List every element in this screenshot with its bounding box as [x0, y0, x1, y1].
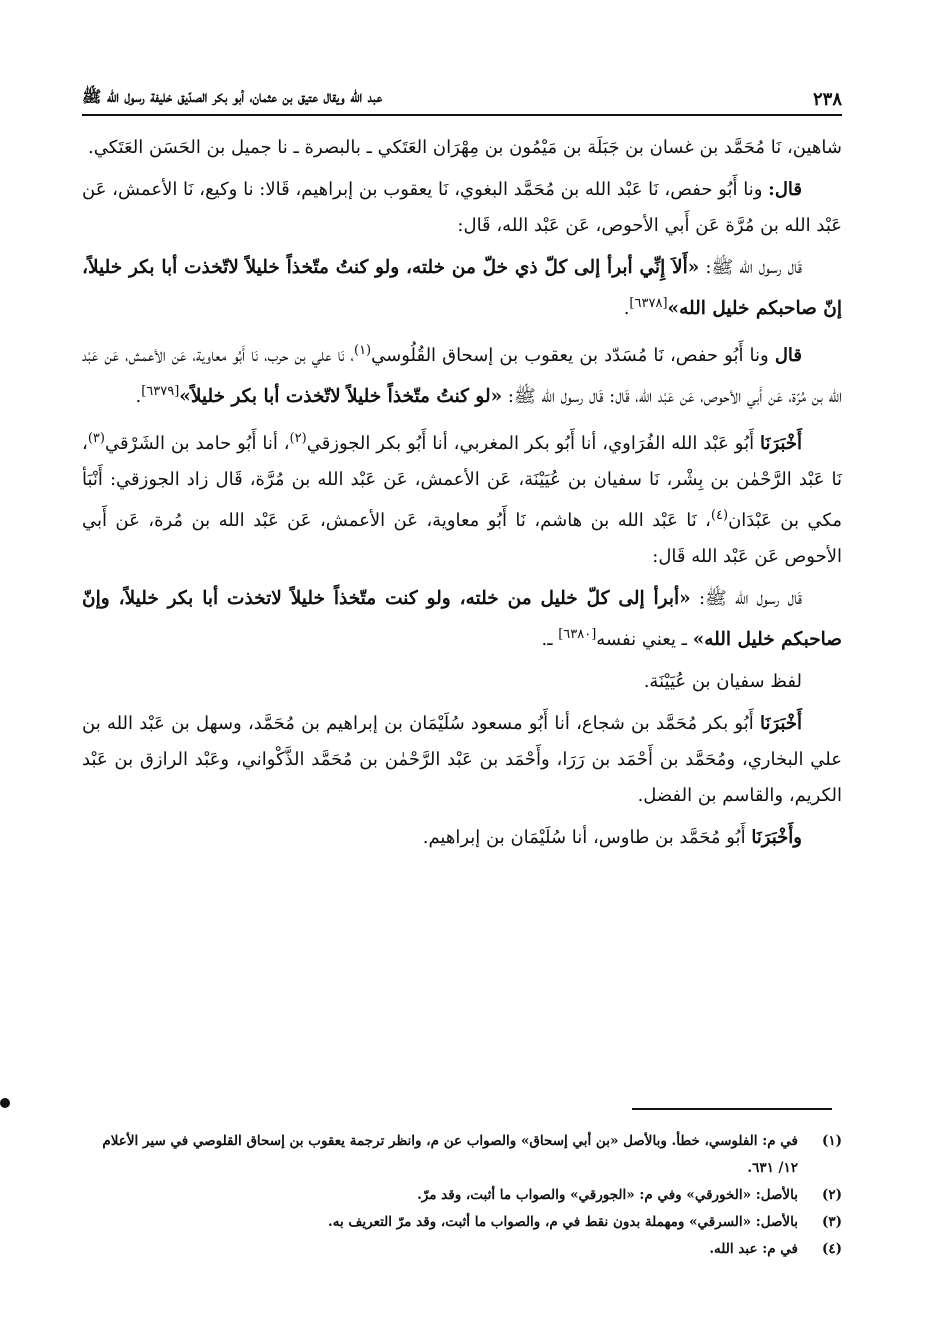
paragraph-6: قَال رسول الله ﷺ: «أبرأ إلى كلّ خليل من خلته، ولو كنت متّخذاً خليلاً لاتخذت أبا بكر خليلاً، وإنّ صاحبكم خليل الله» ـ يعني نفسه[٦٣٨٠] ـ. [82, 588, 842, 650]
paragraph-1: شاهين، نَا مُحَمَّد بن غسان بن جَبَلَة بن مَيْمُون بن مِهْرَان العَتَكي ـ بالبصرة ـ نا جميل بن الحَسَن العَتَكي. [87, 137, 842, 158]
paragraph-text: ، نَا علي بن حرب، نَا أَبُو معاوية، عَن الأعمش، عَن عَبْد الله بن مُرّة، عَن أَبي الأحوص، عَن عَبْد الله، قَال: قَال رسول الله ﷺ: [82, 345, 842, 407]
paragraph-9 [82, 820, 842, 856]
paragraph-lead: قال: [768, 179, 802, 200]
footnote-number: (٤) [821, 1241, 842, 1257]
paragraph-lead: أَخْبَرَنَا [760, 433, 802, 454]
footnote-text: في م: الفلوسي، خطأ. وبالأصل «بن أبي إسحاق» والصواب عن م، وانظر ترجمة يعقوب بن إسحاق القلوصي في سير الأعلام ١٢/ ٦٣١. [102, 1133, 798, 1176]
paragraph-text: أَبُو مُحَمَّد بن طاوس، أنا سُلَيْمَان بن إبراهيم. [422, 827, 746, 848]
footnote-text: بالأصل: «السرقي» ومهملة بدون نقط في م، والصواب ما أثبت، وقد مرّ التعريف به. [328, 1214, 798, 1230]
paragraph-text: ، أنا أَبُو حامد بن الشَرْقي [104, 433, 290, 454]
hadith-text: «أَلاَ إِنِّي أبرأ إلى كلّ ذي خلّ من خلته، ولو كنتُ متّخذاً خليلاً لاتّخذت أبا بكر خليلاً، إنّ صاحبكم خليل الله» [82, 257, 842, 319]
paragraph-text: ، نَا عَبْد الله بن هاشم، نَا أَبُو معاوية، عَن الأعمش، عَن عَبْد الله بن مُرة، عَن أَبي الأحوص عَن عَبْد الله قَال: [82, 510, 842, 567]
hadith-reference: [٦٣٧٨] [629, 296, 668, 311]
footnote [82, 1209, 842, 1236]
footnotes [82, 1128, 842, 1263]
footnote-text: في م: عبد الله. [709, 1241, 798, 1257]
paragraph-8 [82, 706, 842, 814]
footnote [82, 1182, 842, 1209]
header-rule [82, 114, 842, 116]
paragraph-7: لفظ سفيان بن عُيَيْنَة. [643, 671, 802, 692]
running-header [82, 82, 842, 110]
hadith-intro: قَال رسول الله ﷺ: [698, 588, 802, 609]
header-title: عبد الله ويقال عتيق بن عثمان، أبو بكر الصدّيق خليفة رسول الله ﷺ [82, 87, 383, 106]
footnote-number: (٢) [821, 1187, 842, 1203]
paragraph-3: قَال رسول الله ﷺ: «أَلاَ إِنِّي أبرأ إلى كلّ ذي خلّ من خلته، ولو كنتُ متّخذاً خليلاً لاتّخذت أبا بكر خليلاً، إنّ صاحبكم خليل الله»[٦٣٧٨]. [82, 257, 842, 319]
paragraph-lead: أَخْبَرَنَا [759, 713, 802, 734]
paragraph-text: أَبُو عَبْد الله الفُرَاوي، أنا أَبُو بكر المغربي، أنا أَبُو بكر الجوزقي [306, 433, 755, 454]
page-number: ٢٣٨ [812, 89, 842, 110]
paragraph-text: أَبُو بكر مُحَمَّد بن شجاع، أنا أَبُو مسعود سُلَيْمَان بن إبراهيم بن مُحَمَّد، وسهل بن عَبْد الله بن علي البخاري، ومُحَمَّد بن أَحْمَد بن رَرَا، وأَحْمَد بن عَبْد الرَّحْمٰن بن مُحَمَّد الذَّكْواني، وعَبْد الرازق بن عَبْد الكريم، والقاسم بن الفضل. [82, 713, 842, 806]
paragraph-lead: قال [774, 345, 802, 366]
paragraph-4: قال ونا أَبُو حفص، نَا مُسَدّد بن يعقوب بن إسحاق القُلُوسي$^{(١)}$، نَا علي بن حرب، نَا أَبُو معاوية، عَن الأعمش، عَن عَبْد الله بن مُرّة، عَن أَبي الأحوص، عَن عَبْد الله، قَال: قَال رسول الله ﷺ: «لو كنتُ متّخذاً خليلاً لاتّخذت أبا بكر خليلاً»[٦٣٧٩]. [82, 343, 842, 407]
footnote-rule [632, 1108, 832, 1110]
footnote-marker: (٤) [710, 508, 729, 523]
hadith-reference: [٦٣٨٠] [558, 627, 597, 642]
paragraph-text: ونا أَبُو حفص، نَا مُسَدّد بن يعقوب بن إسحاق القُلُوسي [371, 345, 769, 366]
margin-ink-mark [0, 1098, 10, 1108]
footnote-text: بالأصل: «الخورقي» وفي م: «الجورقي» والصواب ما أثبت، وقد مرّ. [417, 1187, 798, 1203]
footnote-number: (٣) [821, 1214, 842, 1230]
hadith-text: «لو كنتُ متّخذاً خليلاً لاتّخذت أبا بكر خليلاً» [179, 386, 503, 407]
paragraph-text: ، نَا عَبْد الرَّحْمٰن بن بِشْر، نَا سفيان بن عُيَيْنَة، عَن الأعمش، عَن عَبْد الله بن مُرَّة، قَال زاد الجوزقي: أَنْبَأ مكي بن عَبْدَان [82, 433, 842, 531]
footnote-marker: (١) [353, 343, 372, 358]
footnote-marker: (٢) [289, 431, 307, 446]
paragraph-2 [82, 172, 842, 244]
footnote [82, 1236, 842, 1263]
hadith-reference: [٦٣٧٩] [141, 384, 180, 399]
hadith-intro: قَال رسول الله ﷺ: [705, 257, 803, 278]
hadith-tail: ـ يعني نفسه [596, 629, 687, 650]
main-text [82, 130, 842, 862]
footnote [82, 1128, 842, 1182]
footnote-number: (١) [821, 1133, 842, 1149]
paragraph-lead: وأَخْبَرَنَا [751, 827, 802, 848]
hadith-text: «أبرأ إلى كلّ خليل من خلته، ولو كنت متّخذاً خليلاً لاتخذت أبا بكر خليلاً، وإنّ صاحبكم خليل الله» [82, 588, 842, 650]
paragraph-5 [82, 421, 842, 575]
footnote-marker: (٣) [87, 431, 105, 446]
paragraph-text: ونا أَبُو حفص، نَا عَبْد الله بن مُحَمَّد البغوي، نَا يعقوب بن إبراهيم، قَالا: نا وكيع، نَا الأعمش، عَن عَبْد الله بن مُرَّة عَن أَبي الأحوص، عَن عَبْد الله، قَال: [82, 179, 842, 236]
